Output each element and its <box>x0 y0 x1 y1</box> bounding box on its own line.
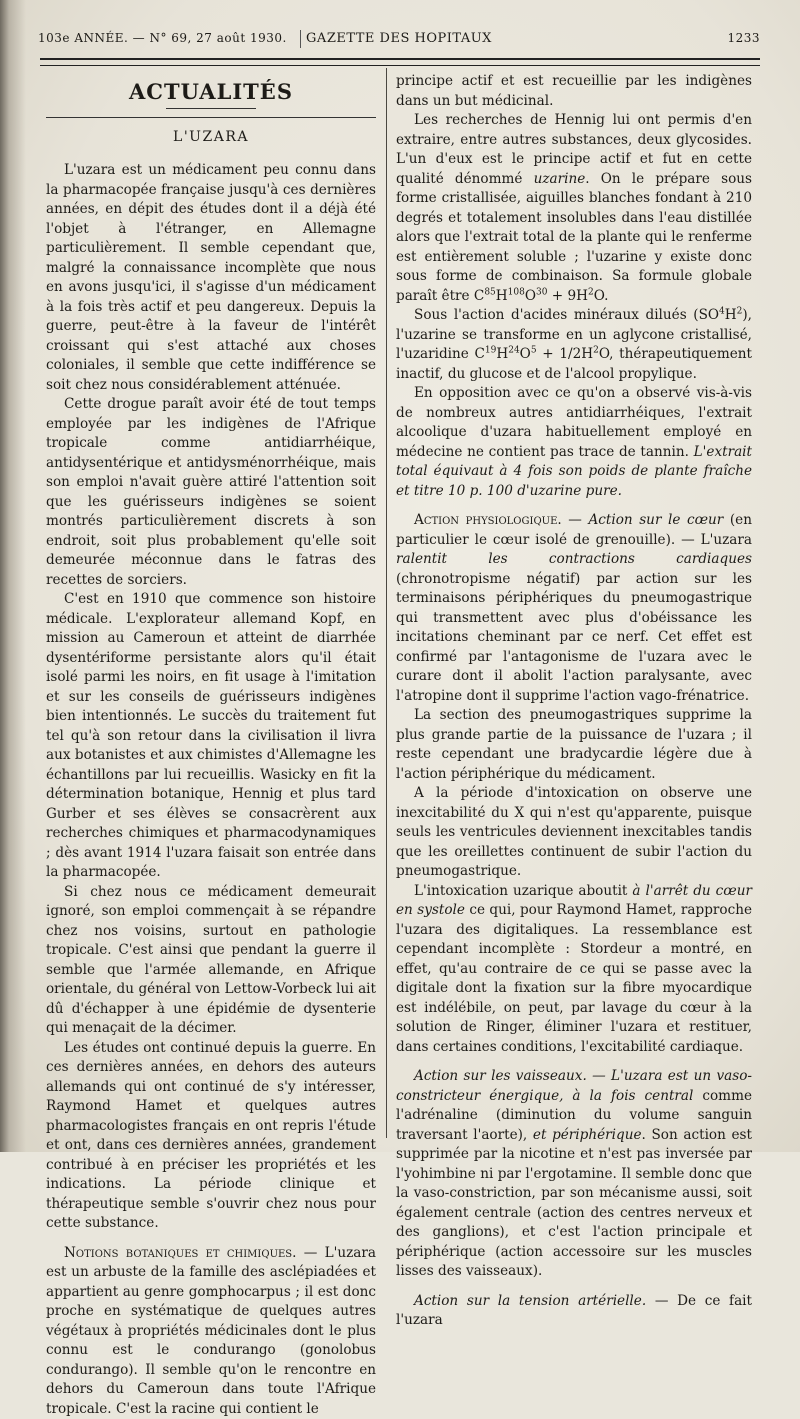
header-issue: 103e ANNÉE. — N° 69, 27 août 1930. <box>38 31 287 45</box>
paragraph: Cette drogue paraît avoir été de tout temps employée par les indigènes de l'Afrique tropicale comme antidiarrhéique, antidysentérique et antidysménorrhéique, mais son emploi n'avait guère attiré l'attention soit que les guérisseurs indigènes se soient montrés particulièrement discrets à son endroit, soit plus probablement qu'elle soit demeurée méconnue dans le fatras des recettes de sorciers. <box>46 395 376 590</box>
right-column <box>396 72 752 1331</box>
subheading-physiology: Action physiologique. <box>414 512 562 528</box>
header-divider <box>300 30 301 48</box>
article-rule <box>46 117 376 118</box>
paragraph: principe actif et est recueillie par les indigènes dans un but médicinal. <box>396 72 752 111</box>
paragraph-tension: Action sur la tension artérielle. — De ce fait l'uzara <box>396 1292 752 1331</box>
header-rule <box>40 58 760 66</box>
column-divider <box>386 68 387 1138</box>
paragraph: Si chez nous ce médicament demeurait ignoré, son emploi commençait à se répandre chez nos voisins, surtout en pathologie tropicale. C'est ainsi que pendant la guerre il semble que l'armée allemande, en Afrique orientale, du général von Lettow-Vorbeck lui ait dû d'échapper à une épidémie de dysenterie qui menaçait de la décimer. <box>46 883 376 1039</box>
subheading-botany: Notions botaniques et chimiques. <box>64 1245 296 1261</box>
paragraph: A la période d'intoxication on observe une inexcitabilité du X qui n'est qu'apparente, puisque seuls les ventricules deviennent inexcitables tandis que les oreillettes continuent de subir l'action du pneumogastrique. <box>396 784 752 882</box>
header-journal-title: GAZETTE DES HOPITAUX <box>38 31 760 46</box>
paragraph: L'uzara est un médicament peu connu dans la pharmacopée française jusqu'à ces dernières années, en dépit des études dont il a déjà été l'objet à l'étranger, en Allemagne particulièrement. Il semble cependant que, malgré la connaissance incomplète que nous en avons jusqu'ici, il s'agisse d'un médicament à la fois très actif et peu dangereux. Depuis la guerre, peut-être à la faveur de l'intérêt croissant qui s'est attaché aux choses coloniales, il semble que cette indifférence se soit chez nous considérablement atténuée. <box>46 161 376 395</box>
paragraph: Les études ont continué depuis la guerre. En ces dernières années, en dehors des auteurs allemands qui ont continué de s'y intéresser, Raymond Hamet et quelques autres pharmacologistes français en ont repris l'étude et ont, dans ces dernières années, grandement contribué à en préciser les propriétés et les indications. La période clinique et thérapeutique semble s'ouvrir chez nous pour cette substance. <box>46 1039 376 1234</box>
paragraph-vessels: Action sur les vaisseaux. — L'uzara est un vaso-constricteur énergique, à la fois central comme l'adrénaline (diminution du volume sanguin traversant l'aorte), et périphérique. Son action est supprimée par la nicotine et n'est pas inversée par l'yohimbine ni par l'ergotamine. Il semble donc que la vaso-constriction, par son mécanisme aussi, soit également centrale (action des centres nerveux et des ganglions), et c'est l'action principale et périphérique (action accessoire sur les muscles lisses des vaisseaux). <box>396 1067 752 1282</box>
paragraph-physiology: Action physiologique. — Action sur le cœur (en particulier le cœur isolé de grenouille). — L'uzara ralentit les contractions cardiaques (chronotropisme négatif) par action sur les terminaisons périphériques du pneumogastrique qui transmettent avec plus d'obéissance les incitations cheminant par ce nerf. Cet effet est confirmé par l'antagonisme de l'uzara avec le curare dont il abolit l'action paralysante, avec l'atropine dont il supprime l'action vago-frénatrice. <box>396 511 752 706</box>
paragraph: C'est en 1910 que commence son histoire médicale. L'explorateur allemand Kopf, en mission au Cameroun et atteint de diarrhée dysentériforme persistante alors qu'il était isolé parmi les noirs, en fit usage à l'imitation et sur les conseils de guérisseurs indigènes bien intentionnés. Le succès du traitement fut tel qu'à son retour dans la civilisation il livra aux botanistes et aux chimistes d'Allemagne les échantillons par lui recueillis. Wasicky en fit la détermination botanique, Hennig et plus tard Gurber et ses élèves se consacrèrent aux recherches chimiques et pharmacodynamiques ; dès avant 1914 l'uzara faisait son entrée dans la pharmacopée. <box>46 590 376 883</box>
paragraph-chemistry: Les recherches de Hennig lui ont permis d'en extraire, entre autres substances, deux glycosides. L'un d'eux est le principe actif et fut en cette qualité dénommé uzarine. On le prépare sous forme cristallisée, aiguilles blanches fondant à 210 degrés et totalement insolubles dans l'eau distillée alors que l'extrait total de la plante qui le renferme est entièrement soluble ; l'uzarine y existe donc sous forme de combinaison. Sa formule globale paraît être $C^{85}H^{108}O^{30} + 9H^2O$. <box>396 111 752 306</box>
paragraph-intoxication: L'intoxication uzarique aboutit à l'arrêt du cœur en systole ce qui, pour Raymond Hamet, rapproche l'uzara des digitaliques. La ressemblance est cependant incomplète : Stordeur a montré, en effet, qu'au contraire de ce qui se passe avec la digitale dont la fixation sur la fibre myocardique est indélébile, on peut, par lavage du cœur à la solution de Ringer, éliminer l'uzara et restituer, dans certaines conditions, l'excitabilité cardiaque. <box>396 882 752 1058</box>
paragraph: La section des pneumogastriques supprime la plus grande partie de la puissance de l'uzara ; il reste cependant une bradycardie légère due à l'action périphérique du médicament. <box>396 706 752 784</box>
section-title: ACTUALITÉS <box>46 82 376 102</box>
paragraph-botany: Notions botaniques et chimiques. — L'uzara est un arbuste de la famille des asclépiadées et appartient au genre gomphocarpus ; il est donc proche en systématique de quelques autres végétaux à propriétés médicinales dont le plus connu est le condurango (gonolobus condurango). Il semble qu'on le rencontre en dehors du Cameroun dans toute l'Afrique tropicale. C'est la racine qui contient le <box>46 1244 376 1419</box>
left-column <box>46 72 376 1419</box>
running-header <box>38 31 760 51</box>
paragraph-acids: Sous l'action d'acides minéraux dilués $(SO^4H^2)$, l'uzarine se transforme en un aglycone cristallisé, l'uzaridine $C^{19}H^{24}O^5 + 1/2H^2O$, thérapeutiquement inactif, du glucose et de l'alcool propylique. <box>396 306 752 384</box>
binding-shadow <box>0 0 26 1152</box>
header-page-number: 1233 <box>727 31 760 45</box>
article-title: L'UZARA <box>46 128 376 148</box>
section-rule <box>166 108 256 109</box>
paragraph-extract: En opposition avec ce qu'on a observé vis-à-vis de nombreux autres antidiarrhéiques, l'extrait alcoolique d'uzara habituellement employé en médecine ne contient pas trace de tannin. L'extrait total équivaut à 4 fois son poids de plante fraîche et titre 10 p. 100 d'uzarine pure. <box>396 384 752 501</box>
